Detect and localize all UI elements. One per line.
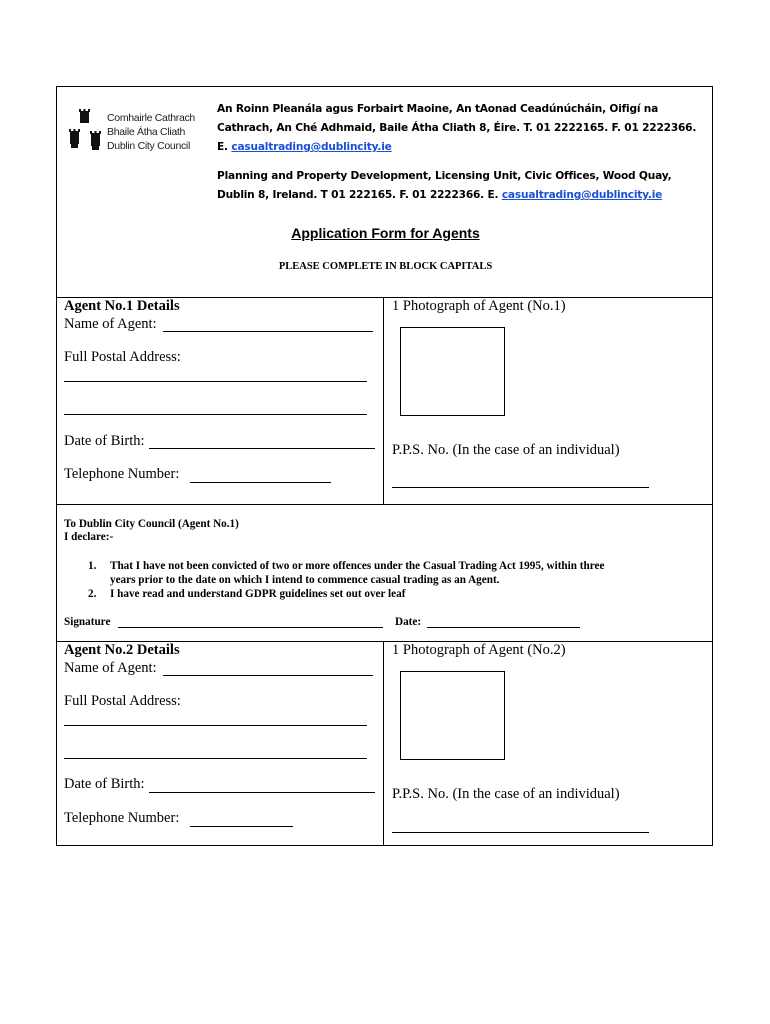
declaration-item-1 — [110, 560, 604, 587]
agent2-heading: Agent No.2 Details — [64, 642, 180, 658]
agent2-address-field-2[interactable] — [64, 758, 367, 759]
agent1-name-field[interactable] — [163, 331, 373, 332]
agent2-phone-field[interactable] — [190, 826, 293, 827]
address-irish-line2: Cathrach, An Ché Adhmaid, Baile Átha Cliath 8, Éire. T. 01 2222165. F. 01 2222366. — [217, 122, 697, 134]
address-english-line2-text: Dublin 8, Ireland. T 01 222165. F. 01 2222366. E. — [217, 189, 502, 201]
dublin-city-council-logo — [67, 105, 195, 165]
agent1-pps-field[interactable] — [392, 487, 649, 488]
agent2-name-label: Name of Agent: — [64, 660, 157, 676]
agent2-address-field-1[interactable] — [64, 725, 367, 726]
agent1-pps-label: P.P.S. No. (In the case of an individual) — [392, 442, 620, 458]
agent2-dob-label: Date of Birth: — [64, 776, 145, 792]
agent2-photo-box[interactable] — [400, 671, 505, 760]
agent2-dob-field[interactable] — [149, 792, 375, 793]
agent2-photo-label: 1 Photograph of Agent (No.2) — [392, 642, 566, 658]
agent1-dob-field[interactable] — [149, 448, 375, 449]
agent2-name-field[interactable] — [163, 675, 373, 676]
logo-line-irish-city: Bhaile Átha Cliath — [107, 126, 186, 138]
agent1-name-label: Name of Agent: — [64, 316, 157, 332]
declaration-item-1-line2: years prior to the date on which I intend to commence casual trading as an Agent. — [110, 573, 500, 586]
address-irish — [217, 100, 697, 157]
form-subtitle: PLEASE COMPLETE IN BLOCK CAPITALS — [278, 261, 493, 272]
agent2-pps-label: P.P.S. No. (In the case of an individual) — [392, 786, 620, 802]
agent1-phone-field[interactable] — [190, 482, 331, 483]
declaration-item-1-number: 1. — [88, 560, 97, 572]
castle-towers-icon — [67, 109, 107, 161]
email-link-english[interactable]: casualtrading@dublincity.ie — [501, 189, 663, 201]
agent1-dob-label: Date of Birth: — [64, 433, 145, 449]
column-divider — [383, 297, 384, 504]
declaration-to-line: To Dublin City Council (Agent No.1) — [64, 518, 239, 530]
agent1-address-label: Full Postal Address: — [64, 349, 181, 365]
logo-line-english: Dublin City Council — [107, 140, 191, 152]
agent2-phone-label: Telephone Number: — [64, 810, 180, 826]
agent1-photo-box[interactable] — [400, 327, 505, 416]
agent1-address-field-2[interactable] — [64, 414, 367, 415]
agent1-address-field-1[interactable] — [64, 381, 367, 382]
logo-line-irish-council: Comhairle Cathrach — [107, 112, 195, 124]
signature-field[interactable] — [118, 627, 383, 628]
email-link-irish[interactable]: casualtrading@dublincity.ie — [231, 141, 392, 153]
signature-label: Signature — [64, 616, 111, 628]
divider — [57, 504, 712, 505]
address-english-line1: Planning and Property Development, Licensing Unit, Civic Offices, Wood Quay, — [217, 170, 672, 182]
date-field[interactable] — [427, 627, 580, 628]
application-form — [56, 86, 713, 846]
column-divider — [383, 641, 384, 846]
address-irish-line1: An Roinn Pleanála agus Forbairt Maoine, An tAonad Ceadúnúcháin, Oifigí na — [217, 103, 659, 115]
email-prefix: E. — [217, 141, 232, 153]
form-title: Application Form for Agents — [291, 225, 480, 241]
declaration-item-2-number: 2. — [88, 588, 97, 600]
agent1-phone-label: Telephone Number: — [64, 466, 180, 482]
date-label: Date: — [395, 616, 422, 628]
agent2-pps-field[interactable] — [392, 832, 649, 833]
address-irish-line3 — [217, 138, 697, 157]
agent2-address-label: Full Postal Address: — [64, 693, 181, 709]
declaration-item-2-line1: I have read and understand GDPR guidelines set out over leaf — [110, 588, 406, 600]
agent1-heading: Agent No.1 Details — [64, 298, 180, 314]
agent1-photo-label: 1 Photograph of Agent (No.1) — [392, 298, 566, 314]
logo-text — [107, 111, 195, 153]
address-english — [217, 167, 697, 205]
declaration-item-1-line1: That I have not been convicted of two or more offences under the Casual Trading Act 1995, within three — [110, 560, 605, 572]
declaration-declare-line: I declare:- — [64, 531, 114, 543]
address-english-line2 — [217, 186, 697, 205]
